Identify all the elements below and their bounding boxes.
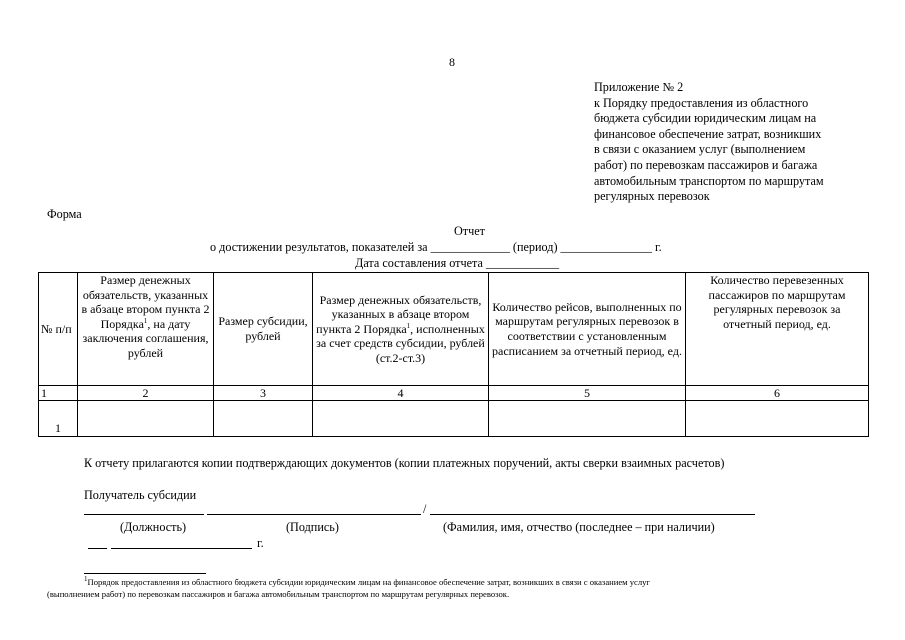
report-table bbox=[38, 272, 869, 437]
report-period-line: о достижении результатов, показателей за _____________ (период) _______________ г. bbox=[210, 240, 662, 254]
appendix-line: к Порядку предоставления из областного bbox=[594, 95, 809, 110]
caption-position: (Должность) bbox=[120, 520, 187, 534]
header-text: , исполненных за счет средств субсидии, рублей (ст.2-ст.3) bbox=[316, 321, 485, 365]
month-year-line bbox=[111, 548, 252, 549]
recipient-label: Получатель субсидии bbox=[84, 488, 197, 502]
header-text: Размер денежных обязательств, указанных в абзаце втором пункта 2 Порядка bbox=[81, 273, 210, 331]
header-text: Размер денежных обязательств, указанных в абзаце втором пункта 2 Порядка bbox=[316, 292, 482, 336]
appendix-line: Приложение № 2 bbox=[594, 80, 684, 94]
footnote-ref: 1 bbox=[406, 321, 411, 330]
caption-signature: (Подпись) bbox=[286, 520, 339, 534]
report-date-line: Дата составления отчета ____________ bbox=[355, 256, 560, 270]
attachments-note: К отчету прилагаются копии подтверждающих документов (копии платежных поручений, акты сверки взаимных расчетов) bbox=[84, 456, 725, 470]
column-number: 6 bbox=[686, 386, 869, 401]
signature-line bbox=[207, 514, 421, 515]
table-cell: 1 bbox=[39, 401, 78, 437]
column-number: 5 bbox=[489, 386, 686, 401]
table-cell bbox=[489, 401, 686, 437]
header-cell-executed bbox=[313, 273, 489, 386]
name-line bbox=[430, 514, 755, 515]
caption-name: (Фамилия, имя, отчество (последнее – при наличии) bbox=[443, 520, 715, 534]
footnote-separator bbox=[84, 573, 206, 574]
footnote bbox=[47, 577, 650, 600]
appendix-block bbox=[594, 80, 824, 205]
footnote-mark: 1 bbox=[84, 575, 88, 584]
table-cell bbox=[686, 401, 869, 437]
year-suffix: г. bbox=[257, 536, 264, 550]
footnote-ref: 1 bbox=[143, 316, 148, 325]
table-row bbox=[39, 401, 869, 437]
footnote-text: Порядок предоставления из областного бюджета субсидии юридическим лицам на финансовое обеспечение затрат, возникших в связи с оказанием услуг bbox=[87, 577, 650, 587]
footnote-line: (выполнением работ) по перевозкам пассажиров и багажа автомобильным транспортом по маршрутам регулярных перевозок. bbox=[47, 588, 510, 599]
appendix-line: бюджета субсидии юридическим лицам на bbox=[594, 111, 817, 126]
day-line bbox=[88, 548, 107, 549]
table-cell bbox=[313, 401, 489, 437]
column-number: 2 bbox=[78, 386, 214, 401]
header-cell-passengers: Количество перевезенных пассажиров по маршрутам регулярных перевозок за отчетный период, ед. bbox=[686, 273, 869, 386]
header-cell-trips: Количество рейсов, выполненных по маршрутам регулярных перевозок в соответствии с установленным расписанием за отчетный период, ед. bbox=[489, 273, 686, 386]
table-cell bbox=[78, 401, 214, 437]
header-cell-subsidy: Размер субсидии, рублей bbox=[214, 273, 313, 386]
appendix-line: финансовое обеспечение затрат, возникших bbox=[594, 126, 822, 141]
column-number: 4 bbox=[313, 386, 489, 401]
table-header-row bbox=[39, 273, 869, 386]
column-number-row bbox=[39, 386, 869, 401]
report-title: Отчет bbox=[454, 224, 485, 238]
table-cell bbox=[214, 401, 313, 437]
header-text: , на дату заключения соглашения, рублей bbox=[82, 316, 209, 360]
separator-slash: / bbox=[423, 502, 427, 516]
page-number: 8 bbox=[449, 55, 455, 69]
header-cell-obligations bbox=[78, 273, 214, 386]
position-line bbox=[84, 514, 204, 515]
column-number: 1 bbox=[39, 386, 78, 401]
header-cell-number: № п/п bbox=[39, 273, 78, 386]
form-label: Форма bbox=[47, 207, 82, 221]
column-number: 3 bbox=[214, 386, 313, 401]
appendix-line: регулярных перевозок bbox=[594, 189, 710, 204]
appendix-line: в связи с оказанием услуг (выполнением bbox=[594, 142, 806, 157]
footnote-line bbox=[47, 577, 650, 589]
appendix-line: работ) по перевозкам пассажиров и багажа bbox=[594, 157, 818, 172]
appendix-line: автомобильным транспортом по маршрутам bbox=[594, 173, 824, 188]
